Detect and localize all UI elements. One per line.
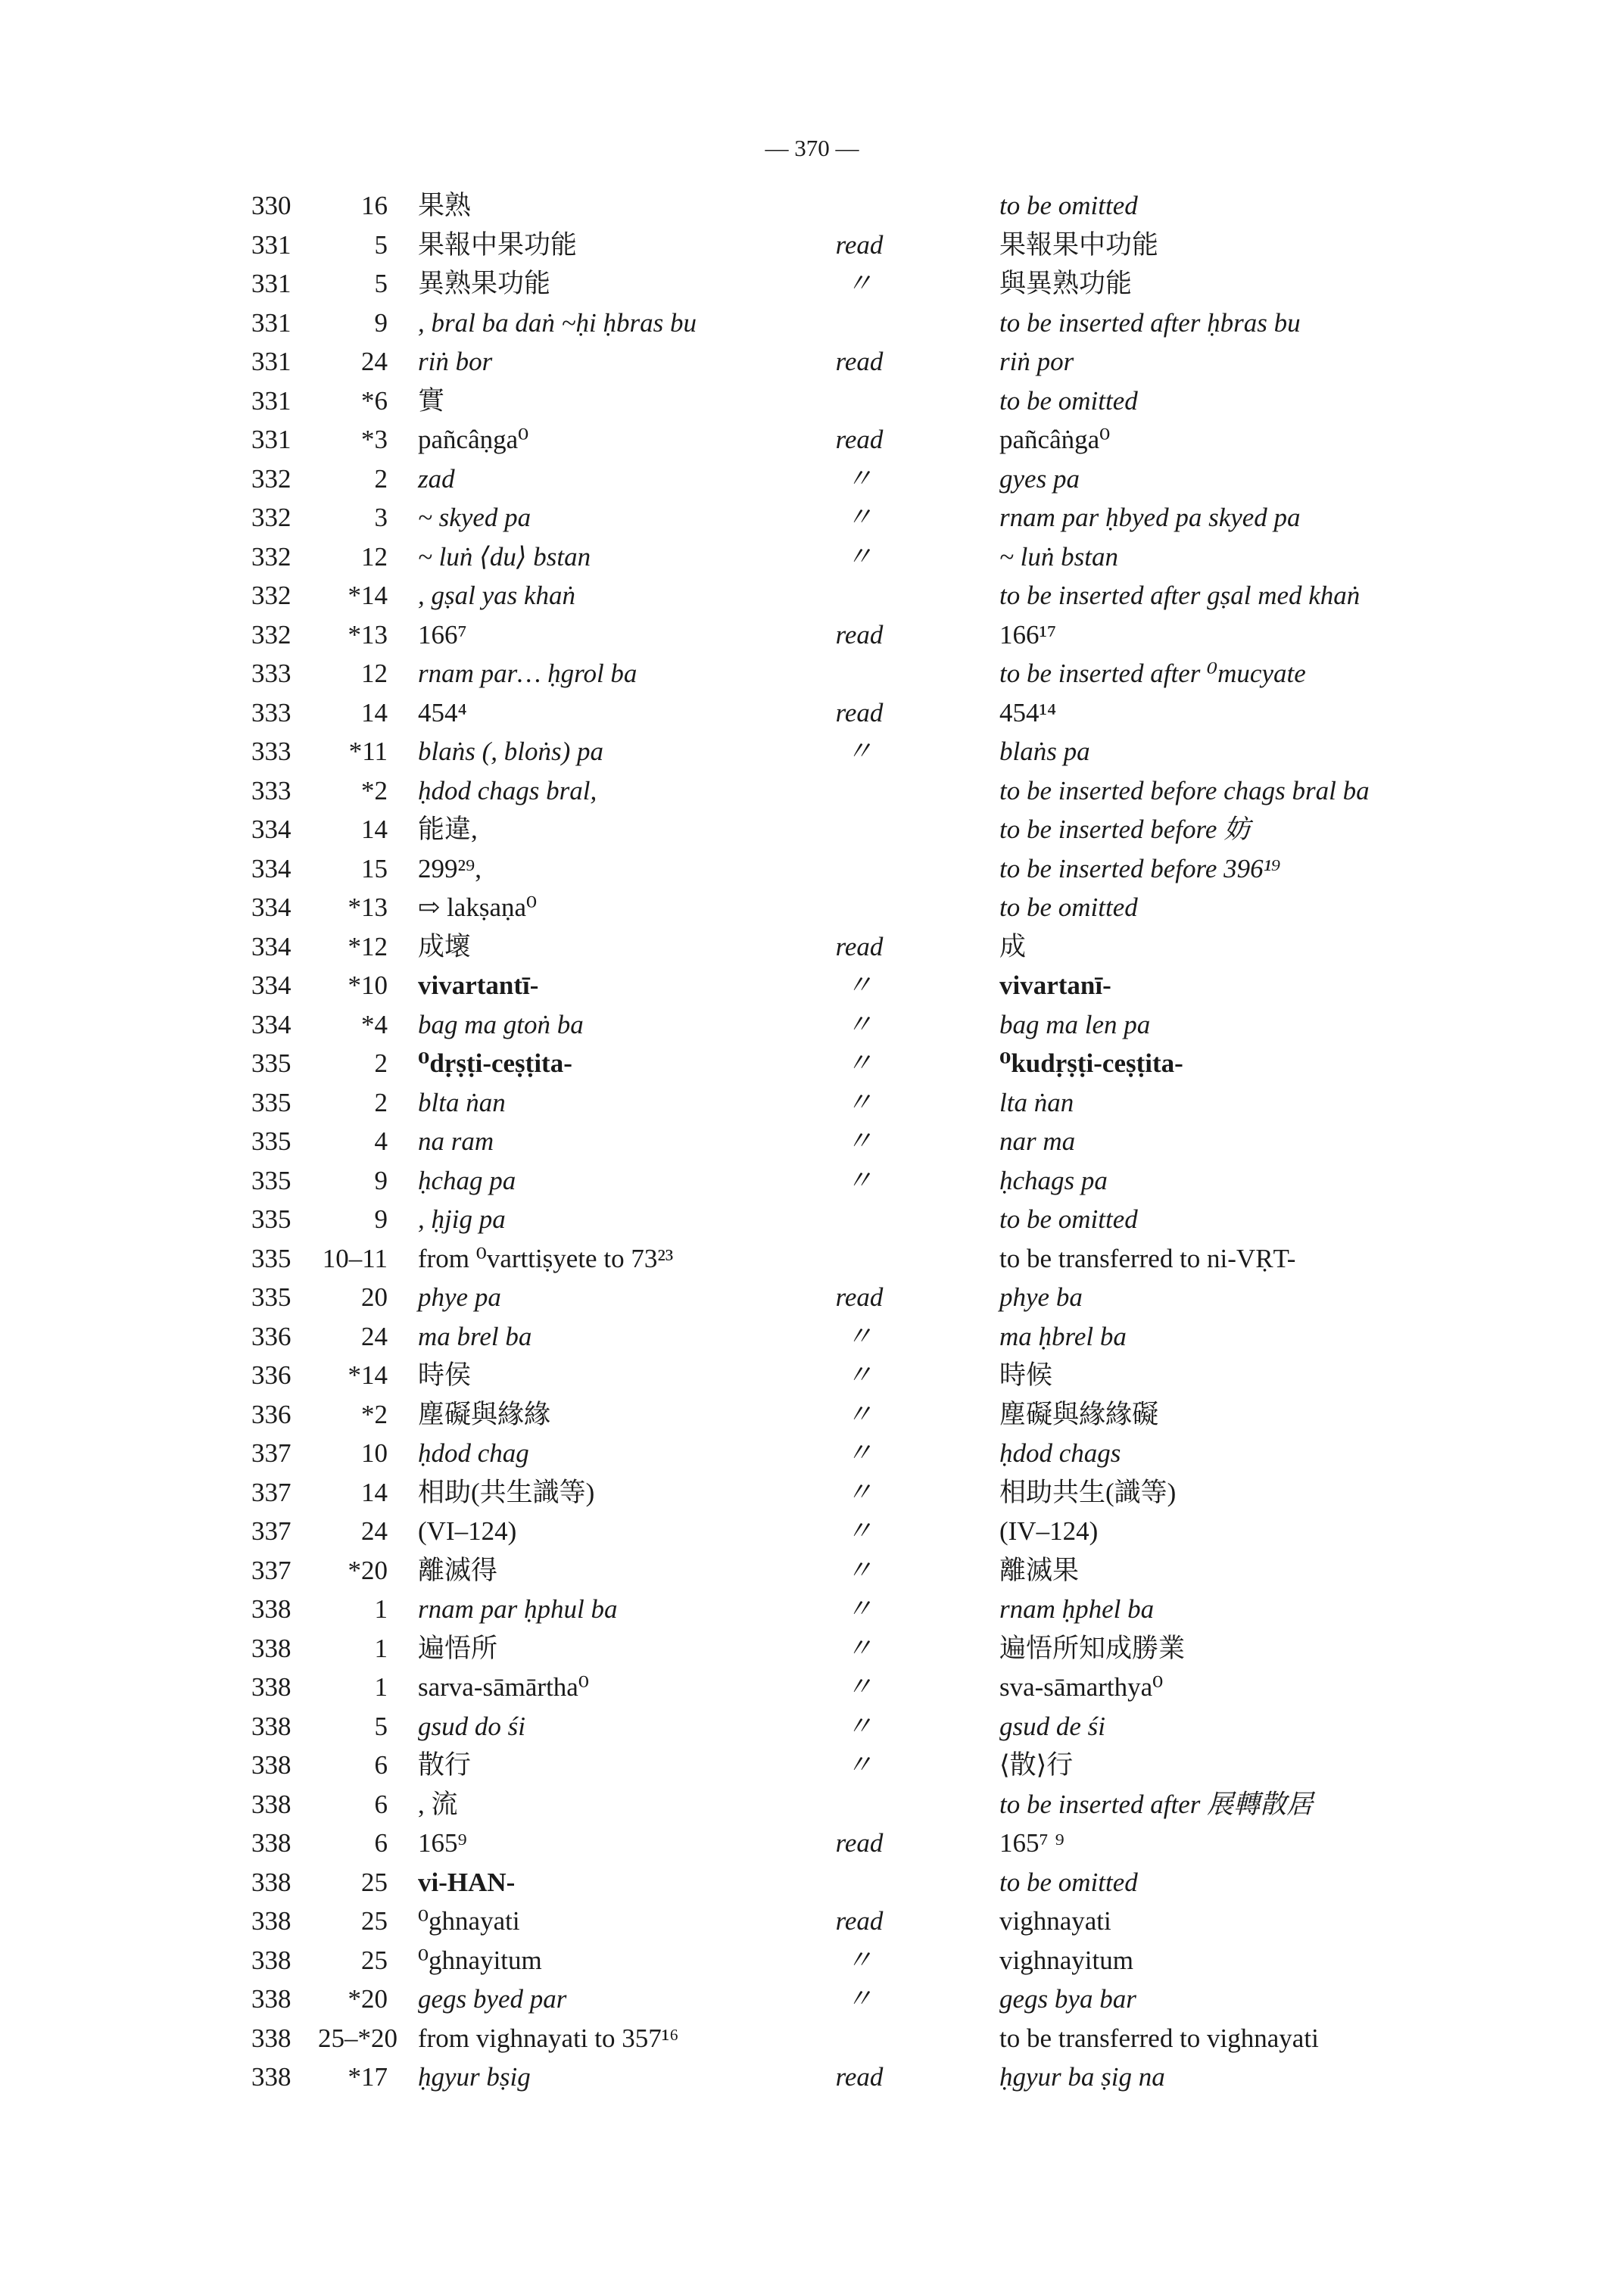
errata-row <box>242 1005 1545 1045</box>
read-marker: read <box>835 347 884 376</box>
read-marker: 〃 <box>846 1711 873 1741</box>
correction-text: ma ḥbrel ba <box>999 1321 1127 1351</box>
line-cell: *13 <box>348 619 388 650</box>
errata-row <box>242 1707 1545 1746</box>
line-cell: *20 <box>348 1555 388 1585</box>
correction-text: phye ba <box>999 1282 1083 1312</box>
correction-text: ḥdod chags <box>999 1438 1121 1468</box>
original-text: zad <box>418 463 455 494</box>
line-cell: 20 <box>361 1282 388 1312</box>
errata-table <box>242 186 1545 2097</box>
errata-row <box>242 732 1545 771</box>
errata-row <box>242 537 1545 577</box>
line-cell: *12 <box>348 931 388 961</box>
errata-row <box>242 460 1545 499</box>
errata-row <box>242 1824 1545 1863</box>
read-marker: read <box>835 1828 884 1858</box>
original-text: (VI–124) <box>418 1516 517 1546</box>
original-text: ḥgyur bṣig <box>418 2062 531 2092</box>
page-cell: 330 <box>251 191 291 220</box>
page-cell: 331 <box>251 347 291 376</box>
line-cell: 9 <box>374 307 388 338</box>
errata-row <box>242 1785 1545 1824</box>
correction-text: 離滅果 <box>999 1555 1080 1585</box>
read-marker: read <box>835 2062 884 2092</box>
read-marker: 〃 <box>846 1321 873 1351</box>
page-cell: 338 <box>251 1789 291 1819</box>
page-cell: 333 <box>251 659 291 688</box>
original-text: riṅ bor <box>418 347 493 376</box>
read-marker: 〃 <box>846 1360 873 1390</box>
correction-text: 相助共生(識等) <box>999 1477 1177 1507</box>
errata-row <box>242 1668 1545 1707</box>
original-text: ḥdod chag <box>418 1438 529 1468</box>
correction-text: to be inserted after ḥbras bu <box>999 307 1301 338</box>
original-text: 離滅得 <box>418 1555 498 1585</box>
page-cell: 334 <box>251 893 291 922</box>
read-marker: 〃 <box>846 1945 873 1975</box>
errata-row <box>242 1902 1545 1941</box>
correction-text: to be inserted before 妨 <box>999 815 1251 844</box>
correction-text: ~ luṅ bstan <box>999 541 1119 572</box>
page-cell: 334 <box>251 815 291 844</box>
original-text: rnam par… ḥgrol ba <box>418 659 637 688</box>
correction-text: vighnayati <box>999 1906 1111 1936</box>
line-cell: *6 <box>361 385 388 416</box>
original-text: sarva-sāmārtha⁰ <box>418 1672 589 1702</box>
original-text: 果熟 <box>418 191 472 220</box>
correction-text: vivartanī- <box>999 970 1111 1000</box>
page-cell: 331 <box>251 425 291 454</box>
line-cell: *20 <box>348 1984 388 2014</box>
line-cell: 1 <box>374 1594 388 1624</box>
correction-text: vighnayitum <box>999 1945 1133 1975</box>
original-text: gegs byed par <box>418 1984 567 2014</box>
read-marker: 〃 <box>846 1672 873 1702</box>
errata-row <box>242 1980 1545 2019</box>
read-marker: 〃 <box>846 1126 873 1156</box>
correction-text: sva-sāmarthya⁰ <box>999 1672 1164 1702</box>
original-text: 散行 <box>418 1750 472 1780</box>
read-marker: read <box>835 425 884 454</box>
correction-text: to be inserted after gṣal med khaṅ <box>999 581 1361 610</box>
correction-text: 與異熟功能 <box>999 269 1133 298</box>
line-cell: 12 <box>361 659 388 688</box>
page-cell: 338 <box>251 1867 291 1897</box>
line-cell: *3 <box>361 425 388 454</box>
page-cell: 335 <box>251 1282 291 1312</box>
page-cell: 337 <box>251 1516 291 1546</box>
errata-row <box>242 771 1545 811</box>
errata-row <box>242 1317 1545 1357</box>
line-cell: *11 <box>348 737 388 766</box>
original-text: , bral ba daṅ ~ḥi ḥbras bu <box>418 307 697 338</box>
read-marker: 〃 <box>846 1165 873 1195</box>
correction-text: to be omitted <box>999 1867 1138 1897</box>
page-cell: 337 <box>251 1438 291 1468</box>
correction-text: (IV–124) <box>999 1516 1099 1546</box>
line-cell: *14 <box>348 581 388 610</box>
line-cell: 25–*20 <box>318 2023 397 2053</box>
original-text: ma brel ba <box>418 1321 532 1351</box>
correction-text: ḥchags pa <box>999 1165 1108 1195</box>
original-text: 454⁴ <box>418 697 467 727</box>
original-text: 實 <box>418 385 445 416</box>
read-marker: 〃 <box>846 1048 873 1078</box>
errata-row <box>242 693 1545 733</box>
page-cell: 336 <box>251 1321 291 1351</box>
errata-row <box>242 1239 1545 1279</box>
errata-row <box>242 576 1545 615</box>
errata-row <box>242 1746 1545 1785</box>
page-cell: 336 <box>251 1360 291 1390</box>
correction-text: lta ṅan <box>999 1087 1074 1117</box>
original-text: blta ṅan <box>418 1087 506 1117</box>
errata-row <box>242 1512 1545 1551</box>
errata-row <box>242 226 1545 265</box>
original-text: ḥchag pa <box>418 1165 516 1195</box>
read-marker: 〃 <box>846 503 873 532</box>
read-marker: read <box>835 1282 884 1312</box>
line-cell: 24 <box>361 1321 388 1351</box>
read-marker: read <box>835 931 884 961</box>
correction-text: 165⁷ ⁹ <box>999 1828 1064 1858</box>
page-cell: 334 <box>251 931 291 961</box>
read-marker: 〃 <box>846 1984 873 2014</box>
original-text: ~ luṅ ⟨du⟩ bstan <box>418 541 591 572</box>
line-cell: 25 <box>361 1906 388 1936</box>
errata-row <box>242 654 1545 693</box>
line-cell: 10–11 <box>322 1243 388 1273</box>
correction-text: to be omitted <box>999 191 1138 220</box>
line-cell: 2 <box>374 1048 388 1078</box>
original-text: na ram <box>418 1126 494 1156</box>
page-cell: 333 <box>251 775 291 805</box>
correction-text: ḥgyur ba ṣig na <box>999 2062 1165 2092</box>
original-text: , gṣal yas khaṅ <box>418 581 576 610</box>
correction-text: riṅ por <box>999 347 1074 376</box>
original-text: 異熟果功能 <box>418 269 551 298</box>
page-cell: 338 <box>251 1945 291 1975</box>
original-text: from ⁰varttiṣyete to 73²³ <box>418 1243 674 1273</box>
correction-text: 塵礙與緣緣礙 <box>999 1399 1159 1429</box>
original-text: bag ma gtoṅ ba <box>418 1009 584 1039</box>
original-text: vi-HAN- <box>418 1867 516 1897</box>
line-cell: 24 <box>361 1516 388 1546</box>
read-marker: 〃 <box>846 1477 873 1507</box>
original-text: ~ skyed pa <box>418 503 531 532</box>
original-text: phye pa <box>418 1282 501 1312</box>
original-text: , ḥjig pa <box>418 1204 506 1234</box>
errata-row <box>242 1122 1545 1161</box>
line-cell: 1 <box>374 1633 388 1663</box>
page-cell: 331 <box>251 229 291 260</box>
correction-text: gyes pa <box>999 463 1080 494</box>
original-text: 塵礙與緣緣 <box>418 1399 551 1429</box>
line-cell: 6 <box>374 1828 388 1858</box>
read-marker: 〃 <box>846 1750 873 1780</box>
read-marker: read <box>835 1906 884 1936</box>
line-cell: 24 <box>361 347 388 376</box>
read-marker: 〃 <box>846 1516 873 1546</box>
read-marker: read <box>835 229 884 260</box>
original-text: blaṅs (, bloṅs) pa <box>418 737 603 766</box>
page-cell: 332 <box>251 619 291 650</box>
read-marker: 〃 <box>846 970 873 1000</box>
read-marker: 〃 <box>846 737 873 766</box>
line-cell: *13 <box>348 893 388 922</box>
page-cell: 333 <box>251 737 291 766</box>
line-cell: 15 <box>361 853 388 883</box>
page-cell: 334 <box>251 853 291 883</box>
original-text: rnam par ḥphul ba <box>418 1594 618 1624</box>
read-marker: read <box>835 619 884 650</box>
errata-row <box>242 1473 1545 1513</box>
original-text: 能違, <box>418 815 478 844</box>
line-cell: 14 <box>361 697 388 727</box>
correction-text: ⁰kudṛṣṭi-ceṣṭita- <box>999 1048 1183 1078</box>
page-number: — 370 — <box>765 135 859 161</box>
correction-text: rnam par ḥbyed pa skyed pa <box>999 503 1301 532</box>
page-cell: 332 <box>251 503 291 532</box>
errata-row <box>242 1161 1545 1201</box>
original-text: 果報中果功能 <box>418 229 578 260</box>
page-cell: 338 <box>251 1750 291 1780</box>
line-cell: 12 <box>361 541 388 572</box>
line-cell: 5 <box>374 269 388 298</box>
read-marker: 〃 <box>846 1087 873 1117</box>
line-cell: 3 <box>374 503 388 532</box>
page-cell: 337 <box>251 1555 291 1585</box>
original-text: ⁰dṛṣṭi-ceṣṭita- <box>418 1048 572 1078</box>
read-marker: 〃 <box>846 1009 873 1039</box>
correction-text: 166¹⁷ <box>999 619 1057 650</box>
page-cell: 338 <box>251 1633 291 1663</box>
read-marker: 〃 <box>846 463 873 494</box>
original-text: ḥdod chags bral, <box>418 775 597 805</box>
page-cell: 334 <box>251 1009 291 1039</box>
page-cell: 334 <box>251 970 291 1000</box>
page-cell: 335 <box>251 1087 291 1117</box>
original-text: 166⁷ <box>418 619 467 650</box>
original-text: pañcâṇga⁰ <box>418 425 529 454</box>
correction-text: 遍悟所知成勝業 <box>999 1633 1186 1663</box>
read-marker: 〃 <box>846 1594 873 1624</box>
read-marker: 〃 <box>846 1438 873 1468</box>
errata-row <box>242 2019 1545 2058</box>
original-text: 299²⁹, <box>418 853 482 883</box>
page-cell: 336 <box>251 1399 291 1429</box>
line-cell: 10 <box>361 1438 388 1468</box>
errata-row <box>242 849 1545 889</box>
page-cell: 331 <box>251 385 291 416</box>
read-marker: 〃 <box>846 1555 873 1585</box>
errata-row <box>242 1434 1545 1473</box>
errata-row <box>242 966 1545 1005</box>
page-cell: 338 <box>251 2062 291 2092</box>
correction-text: nar ma <box>999 1126 1076 1156</box>
line-cell: *17 <box>348 2062 388 2092</box>
line-cell: *4 <box>361 1009 388 1039</box>
errata-row <box>242 498 1545 537</box>
original-text: ⁰ghnayitum <box>418 1945 542 1975</box>
page-cell: 332 <box>251 541 291 572</box>
correction-text: 果報果中功能 <box>999 229 1159 260</box>
errata-row <box>242 342 1545 382</box>
read-marker: 〃 <box>846 269 873 298</box>
correction-text: gsud de śi <box>999 1711 1105 1741</box>
errata-row <box>242 1551 1545 1590</box>
errata-row <box>242 615 1545 655</box>
errata-row <box>242 1278 1545 1317</box>
line-cell: 25 <box>361 1867 388 1897</box>
correction-text: to be transferred to vighnayati <box>999 2023 1319 2053</box>
errata-row <box>242 1395 1545 1435</box>
page-cell: 333 <box>251 697 291 727</box>
correction-text: pañcâṅga⁰ <box>999 425 1111 454</box>
errata-row <box>242 1356 1545 1395</box>
line-cell: 6 <box>374 1750 388 1780</box>
page-cell: 338 <box>251 2023 291 2053</box>
errata-row <box>242 1590 1545 1629</box>
line-cell: 16 <box>361 191 388 220</box>
line-cell: 5 <box>374 229 388 260</box>
correction-text: 時候 <box>999 1360 1053 1390</box>
line-cell: 4 <box>374 1126 388 1156</box>
correction-text: bag ma len pa <box>999 1009 1151 1039</box>
line-cell: *2 <box>361 775 388 805</box>
errata-row <box>242 1083 1545 1123</box>
line-cell: 5 <box>374 1711 388 1741</box>
correction-text: blaṅs pa <box>999 737 1090 766</box>
line-cell: 14 <box>361 815 388 844</box>
page-cell: 335 <box>251 1243 291 1273</box>
line-cell: 9 <box>374 1165 388 1195</box>
errata-row <box>242 1200 1545 1239</box>
read-marker: 〃 <box>846 1399 873 1429</box>
original-text: 165⁹ <box>418 1828 467 1858</box>
correction-text: to be inserted before chags bral ba <box>999 775 1370 805</box>
line-cell: 25 <box>361 1945 388 1975</box>
original-text: 時侯 <box>418 1360 472 1390</box>
page-cell: 338 <box>251 1594 291 1624</box>
correction-text: to be omitted <box>999 385 1138 416</box>
page-cell: 335 <box>251 1048 291 1078</box>
original-text: 成壞 <box>418 931 472 961</box>
errata-row <box>242 304 1545 343</box>
correction-text: rnam ḥphel ba <box>999 1594 1155 1624</box>
errata-row <box>242 264 1545 304</box>
original-text: , 流 <box>418 1789 458 1819</box>
page-cell: 335 <box>251 1126 291 1156</box>
line-cell: 9 <box>374 1204 388 1234</box>
page-cell: 338 <box>251 1672 291 1702</box>
line-cell: 2 <box>374 463 388 494</box>
original-text: gsud do śi <box>418 1711 525 1741</box>
original-text: 遍悟所 <box>418 1633 498 1663</box>
correction-text: ⟨散⟩行 <box>999 1750 1074 1780</box>
original-text: ⇨ lakṣaṇa⁰ <box>418 893 538 922</box>
correction-text: gegs bya bar <box>999 1984 1136 2014</box>
original-text: 相助(共生識等) <box>418 1477 595 1507</box>
page-cell: 338 <box>251 1828 291 1858</box>
errata-row <box>242 1044 1545 1083</box>
errata-row <box>242 1629 1545 1668</box>
errata-row <box>242 382 1545 421</box>
line-cell: *2 <box>361 1399 388 1429</box>
errata-row <box>242 1863 1545 1902</box>
errata-row <box>242 810 1545 849</box>
errata-row <box>242 186 1545 226</box>
correction-text: to be inserted after 展轉散居 <box>999 1789 1314 1819</box>
read-marker: read <box>835 697 884 727</box>
read-marker: 〃 <box>846 1633 873 1663</box>
page-cell: 338 <box>251 1906 291 1936</box>
line-cell: 14 <box>361 1477 388 1507</box>
page-cell: 335 <box>251 1165 291 1195</box>
correction-text: to be inserted before 396¹⁹ <box>999 853 1281 883</box>
errata-row <box>242 888 1545 927</box>
read-marker: 〃 <box>846 541 873 572</box>
correction-text: 454¹⁴ <box>999 697 1057 727</box>
line-cell: 2 <box>374 1087 388 1117</box>
page-cell: 332 <box>251 463 291 494</box>
page-cell: 338 <box>251 1984 291 2014</box>
correction-text: to be inserted after ⁰mucyate <box>999 659 1306 688</box>
line-cell: 1 <box>374 1672 388 1702</box>
errata-row <box>242 420 1545 460</box>
line-cell: *10 <box>348 970 388 1000</box>
errata-row <box>242 2058 1545 2097</box>
page-cell: 331 <box>251 307 291 338</box>
original-text: from vighnayati to 357¹⁶ <box>418 2023 679 2053</box>
line-cell: *14 <box>348 1360 388 1390</box>
correction-text: 成 <box>999 931 1027 961</box>
errata-row <box>242 1941 1545 1980</box>
page-cell: 332 <box>251 581 291 610</box>
errata-row <box>242 927 1545 967</box>
original-text: vivartantī- <box>418 970 539 1000</box>
correction-text: to be transferred to ni-VṚT- <box>999 1243 1296 1273</box>
line-cell: 6 <box>374 1789 388 1819</box>
page-cell: 331 <box>251 269 291 298</box>
page-cell: 335 <box>251 1204 291 1234</box>
correction-text: to be omitted <box>999 1204 1138 1234</box>
page-cell: 337 <box>251 1477 291 1507</box>
original-text: ⁰ghnayati <box>418 1906 520 1936</box>
page-cell: 338 <box>251 1711 291 1741</box>
correction-text: to be omitted <box>999 893 1138 922</box>
